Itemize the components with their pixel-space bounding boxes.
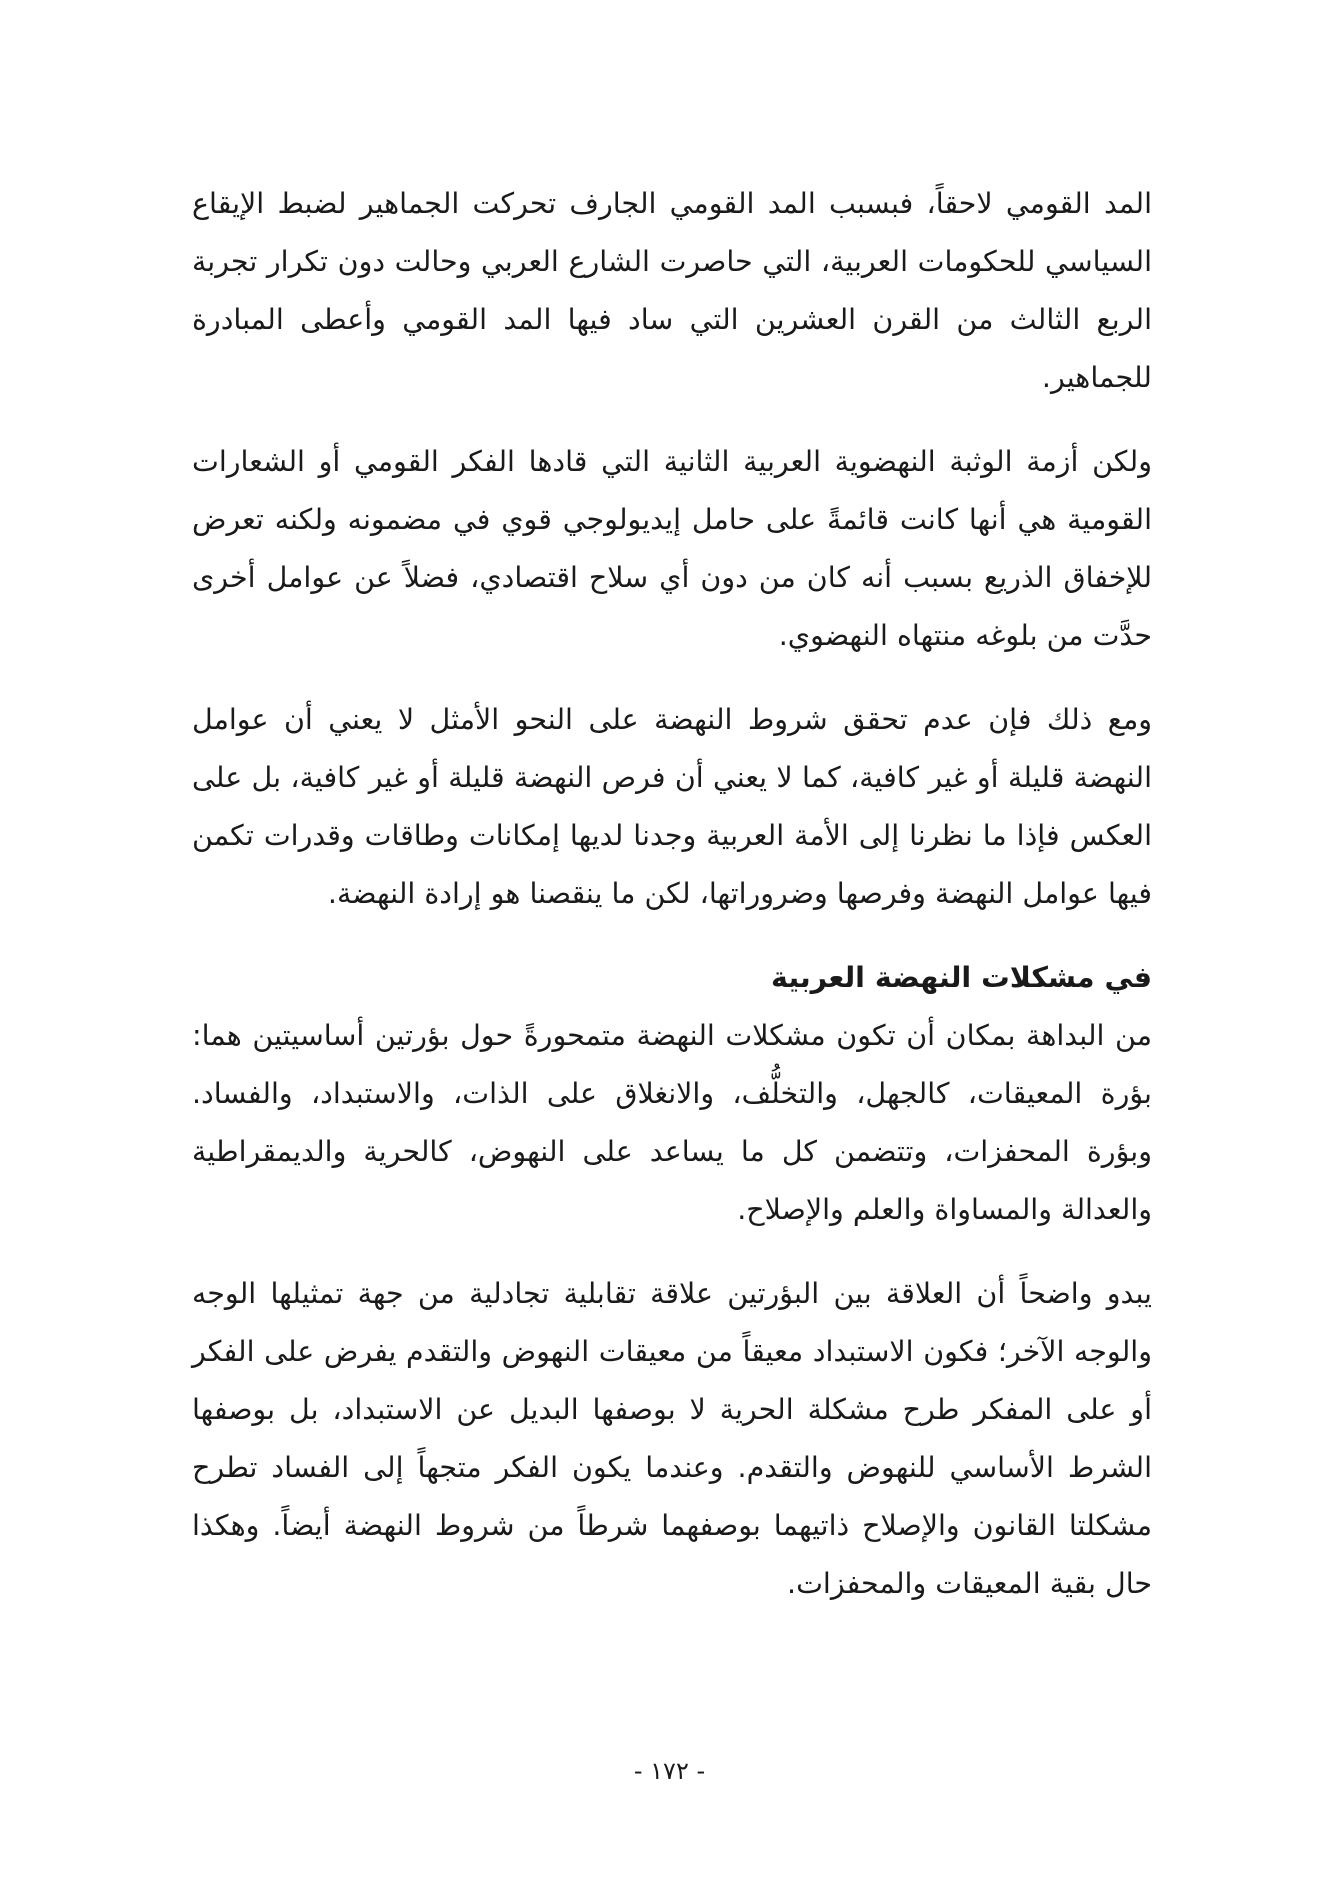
page-content xyxy=(192,175,1152,1639)
page-number: - ١٧٢ - xyxy=(633,1757,706,1785)
paragraph-dialectical-relation: يبدو واضحاً أن العلاقة بين البؤرتين علاقة تقابلية تجادلية من جهة تمثيلها الوجه والوجه الآخر؛ فكون الاستبداد معيقاً من معيقات النهوض والتقدم يفرض على الفكر أو على المفكر طرح مشكلة الحرية لا بوصفها البديل عن الاستبداد، بل بوصفها الشرط الأساسي للنهوض والتقدم. وعندما يكون الفكر متجهاً إلى الفساد تطرح مشكلتا القانون والإصلاح ذاتيهما بوصفهما شرطاً من شروط النهضة أيضاً. وهكذا حال بقية المعيقات والمحفزات. xyxy=(192,1277,1152,1600)
paragraph-two-foci: من البداهة بمكان أن تكون مشكلات النهضة متمحورةً حول بؤرتين أساسيتين هما: بؤرة المعيقات، كالجهل، والتخلُّف، والانغلاق على الذات، والاستبداد، والفساد. وبؤرة المحفزات، وتتضمن كل ما يساعد على النهوض، كالحرية والديمقراطية والعدالة والمساواة والعلم والإصلاح. xyxy=(192,1019,1152,1226)
section-heading: في مشكلات النهضة العربية xyxy=(771,961,1152,994)
paragraph-will-of-renaissance: ومع ذلك فإن عدم تحقق شروط النهضة على النحو الأمثل لا يعني أن عوامل النهضة قليلة أو غير كافية، كما لا يعني أن فرص النهضة قليلة أو غير كافية، بل على العكس فإذا ما نظرنا إلى الأمة العربية وجدنا لديها إمكانات وطاقات وقدرات تكمن فيها عوامل النهضة وفرصها وضروراتها، لكن ما ينقصنا هو إرادة النهضة. xyxy=(192,703,1152,910)
paragraph-second-renaissance-crisis: ولكن أزمة الوثبة النهضوية العربية الثانية التي قادها الفكر القومي أو الشعارات القومية هي أنها كانت قائمةً على حامل إيديولوجي قوي في مضمونه ولكنه تعرض للإخفاق الذريع بسبب أنه كان من دون أي سلاح اقتصادي، فضلاً عن عوامل أخرى حدَّت من بلوغه منتهاه النهضوي. xyxy=(192,445,1152,652)
paragraph-national-tide: المد القومي لاحقاً، فبسبب المد القومي الجارف تحركت الجماهير لضبط الإيقاع السياسي للحكومات العربية، التي حاصرت الشارع العربي وحالت دون تكرار تجربة الربع الثالث من القرن العشرين التي ساد فيها المد القومي وأعطى المبادرة للجماهير. xyxy=(192,187,1152,394)
